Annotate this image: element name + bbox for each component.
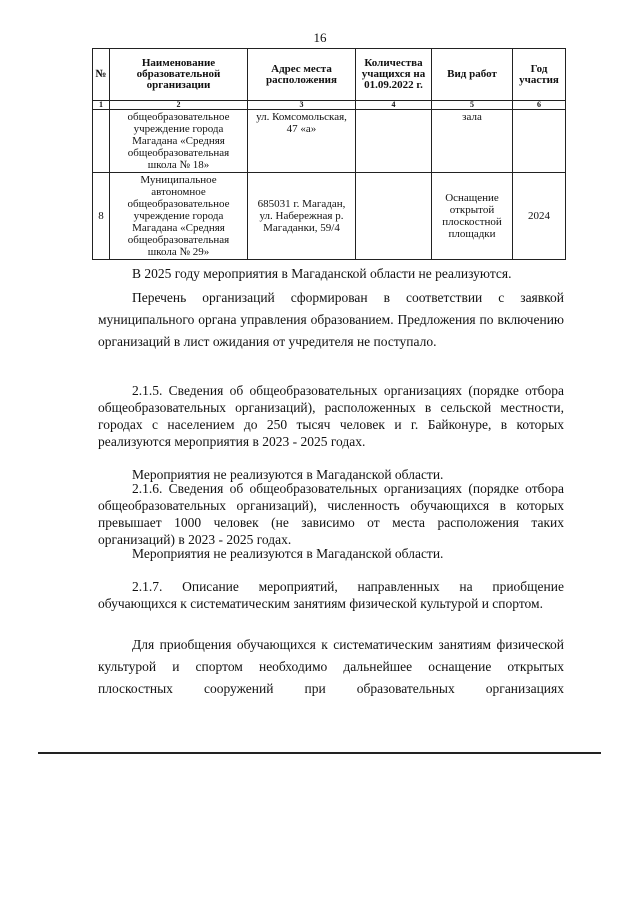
header-name: Наименование образовательной организации — [110, 49, 248, 101]
section-2-1-7: 2.1.7. Описание мероприятий, направленных на приобщение обучающихся к систематическим занятиям физической культурой и спортом. — [98, 579, 564, 611]
work-type: Оснащение открытой плоскостной площадки — [432, 173, 513, 260]
paragraph-not-implemented-2: Мероприятия не реализуются в Магаданской области. — [132, 546, 444, 561]
paragraph-not-implemented-1: Мероприятия не реализуются в Магаданской области. — [132, 467, 444, 482]
row-number: 8 — [93, 173, 110, 260]
column-number: 4 — [356, 101, 432, 110]
header-count: Количества учащихся на 01.09.2022 г. — [356, 49, 432, 101]
work-type: зала — [432, 110, 513, 173]
column-number: 1 — [93, 101, 110, 110]
header-number: № — [93, 49, 110, 101]
column-number: 2 — [110, 101, 248, 110]
org-address: 685031 г. Магадан, ул. Набережная р. Магаданки, 59/4 — [248, 173, 356, 260]
participation-year — [513, 110, 566, 173]
paragraph-2025-note: В 2025 году мероприятия в Магаданской области не реализуются. — [132, 266, 512, 281]
bottom-rule — [38, 752, 601, 754]
organizations-table — [92, 48, 566, 260]
paragraph-physical-culture: Для приобщения обучающихся к систематическим занятиям физической культурой и спортом необходимо дальнейшее оснащение открытых плоскостных сооружений при образовательных организациях — [98, 637, 564, 696]
org-name: Муниципальное автономное общеобразовательное учреждение города Магадана «Средняя общеобразовательная школа № 29» — [110, 173, 248, 260]
org-name: общеобразовательное учреждение города Магадана «Средняя общеобразовательная школа № 18» — [110, 110, 248, 173]
page-number: 16 — [313, 30, 327, 45]
student-count — [356, 110, 432, 173]
header-address: Адрес места расположения — [248, 49, 356, 101]
table-header-row — [93, 49, 566, 101]
column-number: 6 — [513, 101, 566, 110]
column-number-row — [93, 101, 566, 110]
student-count — [356, 173, 432, 260]
row-number — [93, 110, 110, 173]
column-number: 3 — [248, 101, 356, 110]
table-row — [93, 173, 566, 260]
table-row — [93, 110, 566, 173]
section-2-1-5: 2.1.5. Сведения об общеобразовательных организациях (порядке отбора общеобразовательных организаций), расположенных в сельской местности, городах с населением до 250 тысяч человек и г. Байконуре, в которых реализуются мероприятия в 2023 - 2025 годах. — [98, 383, 564, 449]
org-address: ул. Комсомольская, 47 «а» — [248, 110, 356, 173]
participation-year: 2024 — [513, 173, 566, 260]
header-year: Год участия — [513, 49, 566, 101]
column-number: 5 — [432, 101, 513, 110]
section-2-1-6: 2.1.6. Сведения об общеобразовательных организациях (порядке отбора общеобразовательных организаций), численность обучающихся в которых превышает 1000 человек (не зависимо от места расположения таких организаций) в 2023 - 2025 годах. — [98, 481, 564, 547]
paragraph-list-formation: Перечень организаций сформирован в соответствии с заявкой муниципального органа управления образованием. Предложения по включению организаций в лист ожидания от учредителя не поступало. — [98, 290, 564, 349]
header-work: Вид работ — [432, 49, 513, 101]
